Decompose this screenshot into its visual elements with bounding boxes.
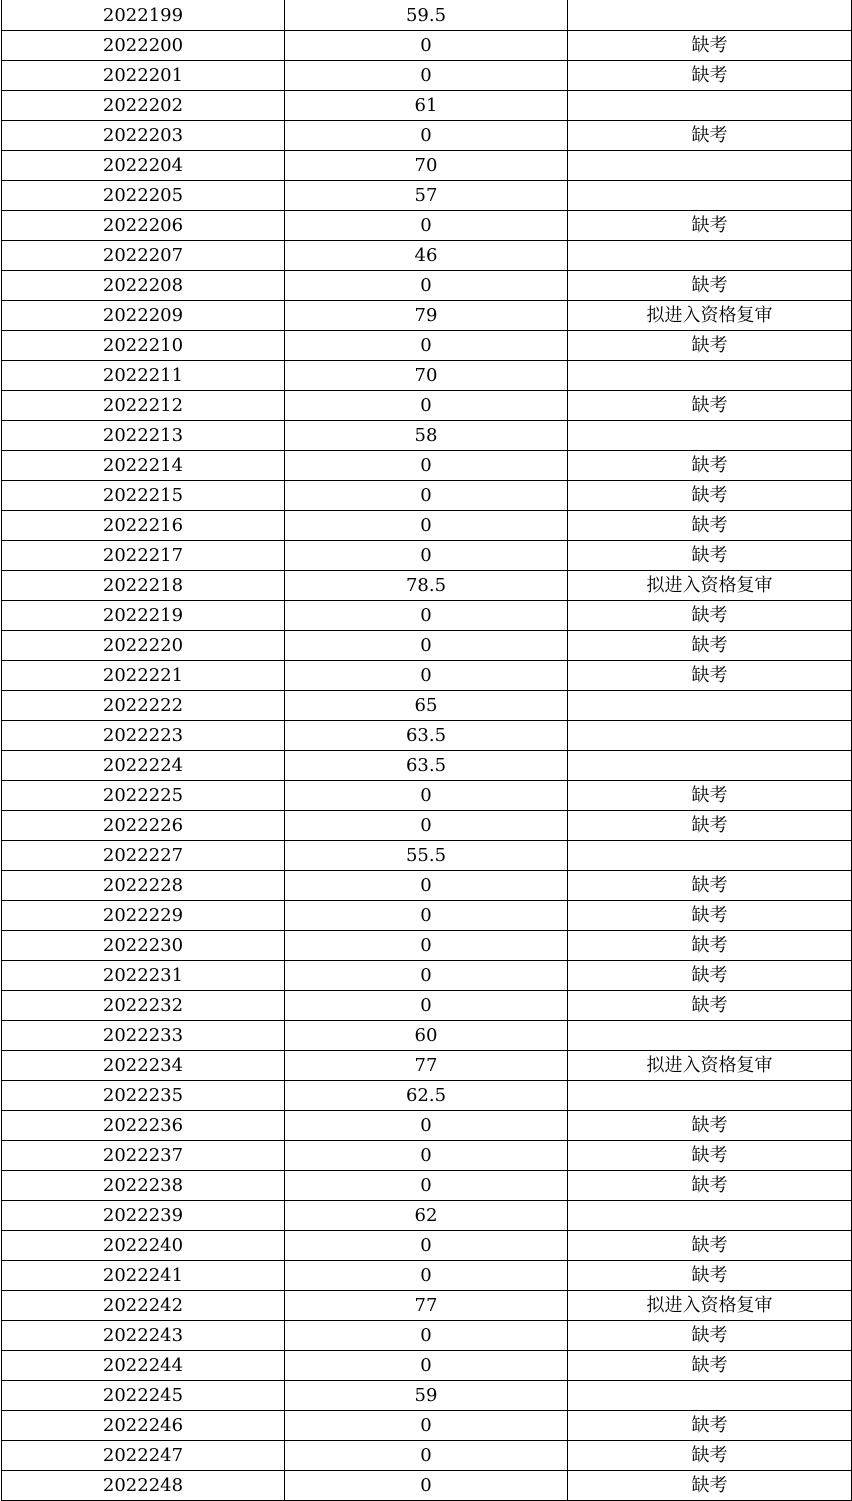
table-row bbox=[2, 1051, 852, 1081]
score-cell: 0 bbox=[285, 1231, 568, 1261]
score-cell: 78.5 bbox=[285, 571, 568, 601]
table-row bbox=[2, 361, 852, 391]
candidate-id-cell: 2022245 bbox=[2, 1381, 285, 1411]
candidate-id-cell: 2022248 bbox=[2, 1471, 285, 1501]
candidate-id-cell: 2022230 bbox=[2, 931, 285, 961]
score-cell: 0 bbox=[285, 1411, 568, 1441]
table-row bbox=[2, 961, 852, 991]
score-cell: 62.5 bbox=[285, 1081, 568, 1111]
candidate-id-cell: 2022232 bbox=[2, 991, 285, 1021]
table-row bbox=[2, 691, 852, 721]
remark-cell: 缺考 bbox=[568, 391, 852, 421]
score-cell: 79 bbox=[285, 301, 568, 331]
candidate-id-cell: 2022209 bbox=[2, 301, 285, 331]
score-cell: 0 bbox=[285, 991, 568, 1021]
remark-cell: 缺考 bbox=[568, 1351, 852, 1381]
score-table bbox=[1, 0, 852, 1501]
remark-cell: 缺考 bbox=[568, 631, 852, 661]
table-row bbox=[2, 1291, 852, 1321]
remark-cell: 缺考 bbox=[568, 871, 852, 901]
candidate-id-cell: 2022205 bbox=[2, 181, 285, 211]
remark-cell bbox=[568, 181, 852, 211]
candidate-id-cell: 2022199 bbox=[2, 0, 285, 31]
score-cell: 57 bbox=[285, 181, 568, 211]
score-cell: 0 bbox=[285, 601, 568, 631]
remark-cell: 缺考 bbox=[568, 1471, 852, 1501]
candidate-id-cell: 2022200 bbox=[2, 31, 285, 61]
candidate-id-cell: 2022243 bbox=[2, 1321, 285, 1351]
remark-cell bbox=[568, 91, 852, 121]
remark-cell: 缺考 bbox=[568, 1231, 852, 1261]
candidate-id-cell: 2022208 bbox=[2, 271, 285, 301]
candidate-id-cell: 2022231 bbox=[2, 961, 285, 991]
table-row bbox=[2, 1021, 852, 1051]
table-row bbox=[2, 91, 852, 121]
table-row bbox=[2, 541, 852, 571]
candidate-id-cell: 2022206 bbox=[2, 211, 285, 241]
table-row bbox=[2, 0, 852, 31]
score-cell: 0 bbox=[285, 1351, 568, 1381]
table-row bbox=[2, 151, 852, 181]
candidate-id-cell: 2022201 bbox=[2, 61, 285, 91]
remark-cell: 缺考 bbox=[568, 1321, 852, 1351]
score-cell: 0 bbox=[285, 31, 568, 61]
table-row bbox=[2, 1111, 852, 1141]
candidate-id-cell: 2022203 bbox=[2, 121, 285, 151]
score-cell: 77 bbox=[285, 1051, 568, 1081]
score-cell: 46 bbox=[285, 241, 568, 271]
candidate-id-cell: 2022233 bbox=[2, 1021, 285, 1051]
score-cell: 0 bbox=[285, 391, 568, 421]
remark-cell: 缺考 bbox=[568, 781, 852, 811]
score-cell: 55.5 bbox=[285, 841, 568, 871]
table-row bbox=[2, 1201, 852, 1231]
remark-cell: 缺考 bbox=[568, 1111, 852, 1141]
table-row bbox=[2, 1321, 852, 1351]
remark-cell bbox=[568, 721, 852, 751]
score-cell: 0 bbox=[285, 511, 568, 541]
score-cell: 0 bbox=[285, 1321, 568, 1351]
score-cell: 0 bbox=[285, 1171, 568, 1201]
candidate-id-cell: 2022238 bbox=[2, 1171, 285, 1201]
candidate-id-cell: 2022217 bbox=[2, 541, 285, 571]
score-cell: 59 bbox=[285, 1381, 568, 1411]
candidate-id-cell: 2022227 bbox=[2, 841, 285, 871]
remark-cell bbox=[568, 421, 852, 451]
table-row bbox=[2, 1381, 852, 1411]
table-row bbox=[2, 301, 852, 331]
candidate-id-cell: 2022235 bbox=[2, 1081, 285, 1111]
table-row bbox=[2, 1411, 852, 1441]
candidate-id-cell: 2022242 bbox=[2, 1291, 285, 1321]
score-cell: 0 bbox=[285, 1111, 568, 1141]
score-cell: 62 bbox=[285, 1201, 568, 1231]
candidate-id-cell: 2022236 bbox=[2, 1111, 285, 1141]
remark-cell bbox=[568, 691, 852, 721]
table-row bbox=[2, 1261, 852, 1291]
table-row bbox=[2, 811, 852, 841]
score-cell: 0 bbox=[285, 781, 568, 811]
remark-cell: 拟进入资格复审 bbox=[568, 1051, 852, 1081]
candidate-id-cell: 2022224 bbox=[2, 751, 285, 781]
candidate-id-cell: 2022215 bbox=[2, 481, 285, 511]
remark-cell: 缺考 bbox=[568, 1441, 852, 1471]
remark-cell bbox=[568, 1021, 852, 1051]
score-cell: 70 bbox=[285, 151, 568, 181]
remark-cell: 缺考 bbox=[568, 1171, 852, 1201]
score-cell: 0 bbox=[285, 931, 568, 961]
candidate-id-cell: 2022234 bbox=[2, 1051, 285, 1081]
score-cell: 0 bbox=[285, 1441, 568, 1471]
candidate-id-cell: 2022246 bbox=[2, 1411, 285, 1441]
score-cell: 59.5 bbox=[285, 0, 568, 31]
score-cell: 0 bbox=[285, 61, 568, 91]
table-row bbox=[2, 721, 852, 751]
score-cell: 77 bbox=[285, 1291, 568, 1321]
remark-cell: 缺考 bbox=[568, 811, 852, 841]
candidate-id-cell: 2022239 bbox=[2, 1201, 285, 1231]
remark-cell bbox=[568, 361, 852, 391]
candidate-id-cell: 2022228 bbox=[2, 871, 285, 901]
candidate-id-cell: 2022220 bbox=[2, 631, 285, 661]
candidate-id-cell: 2022226 bbox=[2, 811, 285, 841]
table-row bbox=[2, 181, 852, 211]
table-row bbox=[2, 1141, 852, 1171]
score-cell: 63.5 bbox=[285, 721, 568, 751]
score-table-body bbox=[2, 0, 852, 1501]
remark-cell: 缺考 bbox=[568, 991, 852, 1021]
remark-cell: 缺考 bbox=[568, 211, 852, 241]
remark-cell: 缺考 bbox=[568, 331, 852, 361]
score-cell: 0 bbox=[285, 1141, 568, 1171]
score-cell: 0 bbox=[285, 271, 568, 301]
candidate-id-cell: 2022211 bbox=[2, 361, 285, 391]
remark-cell: 拟进入资格复审 bbox=[568, 1291, 852, 1321]
remark-cell bbox=[568, 751, 852, 781]
table-row bbox=[2, 421, 852, 451]
score-cell: 0 bbox=[285, 1471, 568, 1501]
score-cell: 0 bbox=[285, 901, 568, 931]
candidate-id-cell: 2022221 bbox=[2, 661, 285, 691]
table-row bbox=[2, 1351, 852, 1381]
candidate-id-cell: 2022244 bbox=[2, 1351, 285, 1381]
table-row bbox=[2, 1441, 852, 1471]
table-row bbox=[2, 931, 852, 961]
table-row bbox=[2, 661, 852, 691]
remark-cell: 缺考 bbox=[568, 901, 852, 931]
table-row bbox=[2, 241, 852, 271]
table-row bbox=[2, 121, 852, 151]
table-row bbox=[2, 451, 852, 481]
remark-cell bbox=[568, 241, 852, 271]
remark-cell: 缺考 bbox=[568, 61, 852, 91]
candidate-id-cell: 2022222 bbox=[2, 691, 285, 721]
table-row bbox=[2, 391, 852, 421]
table-row bbox=[2, 781, 852, 811]
table-row bbox=[2, 571, 852, 601]
table-row bbox=[2, 61, 852, 91]
remark-cell: 缺考 bbox=[568, 451, 852, 481]
table-row bbox=[2, 751, 852, 781]
score-cell: 70 bbox=[285, 361, 568, 391]
candidate-id-cell: 2022219 bbox=[2, 601, 285, 631]
table-row bbox=[2, 841, 852, 871]
table-row bbox=[2, 631, 852, 661]
score-cell: 0 bbox=[285, 121, 568, 151]
candidate-id-cell: 2022207 bbox=[2, 241, 285, 271]
score-cell: 0 bbox=[285, 661, 568, 691]
table-row bbox=[2, 871, 852, 901]
table-row bbox=[2, 481, 852, 511]
score-cell: 0 bbox=[285, 331, 568, 361]
remark-cell: 缺考 bbox=[568, 541, 852, 571]
remark-cell bbox=[568, 0, 852, 31]
candidate-id-cell: 2022241 bbox=[2, 1261, 285, 1291]
candidate-id-cell: 2022216 bbox=[2, 511, 285, 541]
score-cell: 0 bbox=[285, 451, 568, 481]
table-row bbox=[2, 901, 852, 931]
score-cell: 0 bbox=[285, 481, 568, 511]
score-cell: 0 bbox=[285, 541, 568, 571]
remark-cell: 缺考 bbox=[568, 661, 852, 691]
score-cell: 58 bbox=[285, 421, 568, 451]
remark-cell: 缺考 bbox=[568, 271, 852, 301]
remark-cell: 缺考 bbox=[568, 1261, 852, 1291]
score-cell: 61 bbox=[285, 91, 568, 121]
remark-cell: 缺考 bbox=[568, 121, 852, 151]
score-cell: 0 bbox=[285, 631, 568, 661]
remark-cell: 缺考 bbox=[568, 1141, 852, 1171]
remark-cell: 缺考 bbox=[568, 961, 852, 991]
candidate-id-cell: 2022225 bbox=[2, 781, 285, 811]
remark-cell bbox=[568, 1081, 852, 1111]
candidate-id-cell: 2022210 bbox=[2, 331, 285, 361]
score-cell: 60 bbox=[285, 1021, 568, 1051]
remark-cell: 缺考 bbox=[568, 1411, 852, 1441]
table-row bbox=[2, 1171, 852, 1201]
candidate-id-cell: 2022237 bbox=[2, 1141, 285, 1171]
table-row bbox=[2, 1081, 852, 1111]
score-cell: 0 bbox=[285, 211, 568, 241]
table-row bbox=[2, 331, 852, 361]
score-cell: 0 bbox=[285, 811, 568, 841]
table-row bbox=[2, 991, 852, 1021]
remark-cell: 缺考 bbox=[568, 31, 852, 61]
candidate-id-cell: 2022229 bbox=[2, 901, 285, 931]
table-row bbox=[2, 211, 852, 241]
candidate-id-cell: 2022212 bbox=[2, 391, 285, 421]
candidate-id-cell: 2022214 bbox=[2, 451, 285, 481]
remark-cell: 缺考 bbox=[568, 931, 852, 961]
remark-cell: 拟进入资格复审 bbox=[568, 301, 852, 331]
score-cell: 65 bbox=[285, 691, 568, 721]
score-cell: 0 bbox=[285, 871, 568, 901]
score-cell: 0 bbox=[285, 961, 568, 991]
table-row bbox=[2, 1231, 852, 1261]
table-row bbox=[2, 1471, 852, 1501]
remark-cell: 拟进入资格复审 bbox=[568, 571, 852, 601]
remark-cell bbox=[568, 841, 852, 871]
candidate-id-cell: 2022247 bbox=[2, 1441, 285, 1471]
table-row bbox=[2, 601, 852, 631]
candidate-id-cell: 2022202 bbox=[2, 91, 285, 121]
score-cell: 63.5 bbox=[285, 751, 568, 781]
table-row bbox=[2, 31, 852, 61]
table-row bbox=[2, 511, 852, 541]
candidate-id-cell: 2022213 bbox=[2, 421, 285, 451]
remark-cell bbox=[568, 151, 852, 181]
remark-cell bbox=[568, 1381, 852, 1411]
candidate-id-cell: 2022240 bbox=[2, 1231, 285, 1261]
remark-cell: 缺考 bbox=[568, 481, 852, 511]
remark-cell: 缺考 bbox=[568, 601, 852, 631]
candidate-id-cell: 2022223 bbox=[2, 721, 285, 751]
candidate-id-cell: 2022204 bbox=[2, 151, 285, 181]
candidate-id-cell: 2022218 bbox=[2, 571, 285, 601]
score-cell: 0 bbox=[285, 1261, 568, 1291]
table-row bbox=[2, 271, 852, 301]
remark-cell: 缺考 bbox=[568, 511, 852, 541]
remark-cell bbox=[568, 1201, 852, 1231]
